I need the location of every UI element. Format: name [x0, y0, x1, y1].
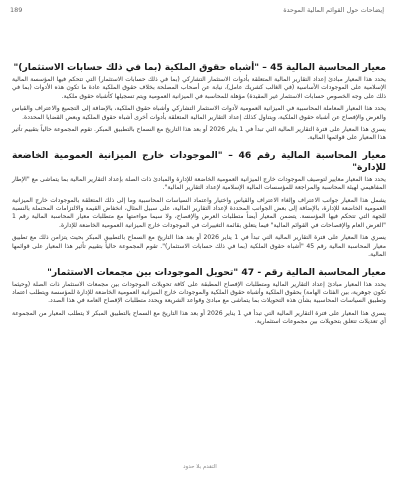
section-fas-47	[12, 267, 386, 327]
document-body	[12, 62, 386, 334]
paragraph: يسري هذا المعيار على فترة التقارير المالية التي تبدأ في 1 يناير 2026 أو بعد هذا التاريخ مع السماح بالتطبيق المبكر. تقوم المجموعة حالياً بتقييم تأثير هذا المعيار على قوائمها المالية.	[12, 126, 386, 142]
section-heading: معيار المحاسبة المالية رقم 46 – "الموجودات خارج الميزانية العمومية الخاضعة للإدارة"	[12, 149, 387, 173]
page-number: 189	[10, 6, 23, 14]
paragraph: يسري هذا المعيار على فترة التقارير المالية التي تبدأ في 1 يناير 2026 أو بعد هذا التاريخ مع السماح بالتطبيق المبكر بحيث يتزامن ذلك مع تطبيق معيار المحاسبة المالية رقم 45 "أشباه حقوق الملكية (بما في ذلك حسابات الاستثمار)". تقوم المجموعة حالياً بتقييم تأثير هذا المعيار على قوائمها المالية.	[12, 234, 387, 259]
page-header	[10, 6, 384, 18]
page-footer: التقدم بلا حدود	[183, 464, 217, 470]
paragraph: يحدد هذا المعيار مبادئ إعداد التقارير المالية المتعلقة بأدوات الاستثمار التشاركي (بما في ذلك حسابات الاستثمار) التي تتحكم فيها المؤسسة المالية الإسلامية على الموجودات الأساسية (في الغالب كشريك عامل)، نيابة عن أصحاب المصلحة بخلاف حقوق الملكية عادة ما تكون هذه الأدوات (بما في ذلك على وجه الخصوص حسابات الاستثمار غير المقيدة) مؤهلة للمحاسبة في الميزانية العمومية ويتم تسجيلها كأشباه حقوق ملكية.	[12, 76, 386, 100]
paragraph: يحدد هذا المعيار المعاملة المحاسبية في الميزانية العمومية لأدوات الاستثمار التشاركي وأشباه حقوق الملكية، بالإضافة إلى التجميع والاعتراف والقياس والعرض والإفصاح عن أشباه حقوق الملكية، ويتناول كذلك إعداد التقارير المالية المتعلقة بأدوات أخرى أشباه حقوق الملكية وبعض القضايا المحددة.	[12, 105, 386, 121]
paragraph: يحدد هذا المعيار مبادئ إعداد التقارير المالية ومتطلبات الإفصاح المطبقة على كافة تحويلات الموجودات بين مجمعات الاستثمار ذات الصلة (وحيثما تكون جوهرية، بين الفئات الهامة) بحقوق الملكية وأشباه حقوق الملكية والموجودات خارج الميزانية العمومية الخاضعة للإدارة للمؤسسة ويتطلب اعتماد وتطبيق السياسات المحاسبية بشأن هذه التحويلات بما يتماشى مع مبادئ وقواعد الشريعة ويحدد متطلبات الإفصاح العامة في هذا الصدد.	[12, 280, 386, 305]
header-title: إيضاحات حول القوائم المالية الموحدة	[283, 6, 384, 14]
section-fas-45	[12, 62, 386, 143]
section-fas-46	[12, 150, 386, 260]
paragraph: يسري هذا المعيار على فترة التقارير المالية التي تبدأ في 1 يناير 2026 أو بعد هذا التاريخ مع السماح بالتطبيق المبكر لا يتطلب المعيار من المجموعة أي تعديلات تتعلق بتحويلات بين مجموعات استثمارية.	[12, 309, 387, 326]
paragraph: يحدد هذا المعيار معايير لتوصيف الموجودات خارج الميزانية العمومية الخاضعة للإدارة والمبادئ ذات الصلة بإعداد التقارير المالية بما يتماشى مع "الإطار المفاهيمي لهيئة المحاسبة والمراجعة للمؤسسات المالية الإسلامية لإعداد التقارير المالية".	[12, 175, 386, 192]
section-heading: معيار المحاسبة المالية 45 – "أشباه حقوق الملكية (بما في ذلك حسابات الاستثمار)"	[13, 62, 386, 73]
section-heading: معيار المحاسبة المالية رقم - 47 "تحويل الموجودات بين مجمعات الاستثمار"	[47, 266, 386, 278]
paragraph: يشمل هذا المعيار جوانب الاعتراف وإلغاء الاعتراف والقياس واختيار واعتماد السياسات المحاسبية وما إلى ذلك المتعلقة بالموجودات خارج الميزانية العمومية الخاضعة للإدارة، بالإضافة إلى بعض الجوانب المحددة لإعداد التقارير المالية، على سبيل المثال، انخفاض القيمة والالتزامات المحتملة بالنسبة للجهة التي تتحكم فيها المؤسسة. يتضمن المعيار أيضاً متطلبات العرض والإفصاح، ولا سيما مواءمتها مع متطلبات معيار المحاسبة المالية رقم 1 "العرض العام والإفصاحات في القوائم المالية" فيما يتعلق بقائمة التغييرات في الموجودات خارج الميزانية العمومية الخاضعة للإدارة.	[12, 196, 386, 229]
